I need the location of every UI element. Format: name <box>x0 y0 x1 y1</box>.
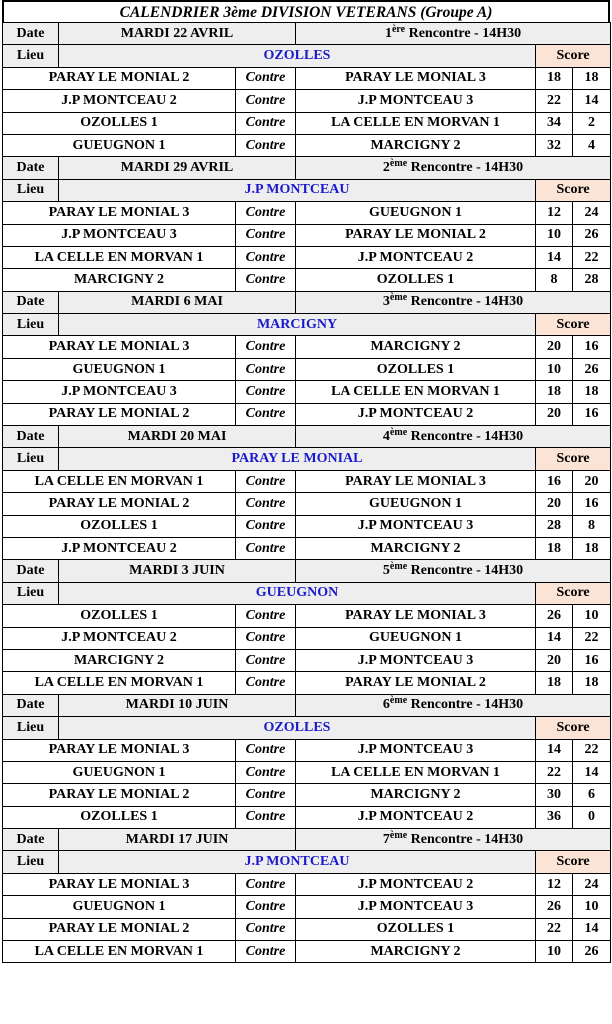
match-row <box>3 649 611 671</box>
score-header: Score <box>536 45 611 67</box>
home-score: 20 <box>536 493 573 515</box>
round-date-row <box>3 291 611 313</box>
round-date-row <box>3 829 611 851</box>
home-team: PARAY LE MONIAL 2 <box>3 918 236 940</box>
date-label: Date <box>3 694 59 716</box>
rencontre-label <box>296 829 611 851</box>
home-team: PARAY LE MONIAL 2 <box>3 67 236 89</box>
home-score: 22 <box>536 90 573 112</box>
home-team: J.P MONTCEAU 3 <box>3 381 236 403</box>
round-date-row <box>3 426 611 448</box>
away-team: MARCIGNY 2 <box>296 784 536 806</box>
home-score: 18 <box>536 67 573 89</box>
round-venue-row <box>3 448 611 470</box>
venue-name: J.P MONTCEAU <box>59 179 536 201</box>
contre-label: Contre <box>236 224 296 246</box>
match-row <box>3 896 611 918</box>
match-row <box>3 336 611 358</box>
rencontre-number: 2 <box>382 160 390 176</box>
round-date: MARDI 22 AVRIL <box>59 23 296 45</box>
match-row <box>3 269 611 291</box>
home-team: OZOLLES 1 <box>3 605 236 627</box>
rencontre-number: 1 <box>384 25 392 41</box>
contre-label: Contre <box>236 515 296 537</box>
round-venue-row <box>3 45 611 67</box>
venue-name: PARAY LE MONIAL <box>59 448 536 470</box>
date-label: Date <box>3 426 59 448</box>
home-score: 28 <box>536 515 573 537</box>
rencontre-ordinal: ème <box>389 561 408 573</box>
home-team: PARAY LE MONIAL 3 <box>3 336 236 358</box>
home-score: 16 <box>536 470 573 492</box>
rencontre-ordinal: ème <box>389 829 408 841</box>
contre-label: Contre <box>236 784 296 806</box>
score-header: Score <box>536 179 611 201</box>
home-score: 36 <box>536 806 573 828</box>
home-team: PARAY LE MONIAL 2 <box>3 403 236 425</box>
home-score: 22 <box>536 761 573 783</box>
date-label: Date <box>3 157 59 179</box>
home-team: J.P MONTCEAU 2 <box>3 537 236 559</box>
away-team: J.P MONTCEAU 3 <box>296 896 536 918</box>
away-score: 16 <box>573 493 611 515</box>
away-score: 8 <box>573 515 611 537</box>
home-score: 12 <box>536 202 573 224</box>
home-team: OZOLLES 1 <box>3 806 236 828</box>
venue-name: GUEUGNON <box>59 582 536 604</box>
match-row <box>3 761 611 783</box>
round-date: MARDI 20 MAI <box>59 426 296 448</box>
round-venue-row <box>3 179 611 201</box>
match-row <box>3 739 611 761</box>
away-team: J.P MONTCEAU 2 <box>296 806 536 828</box>
contre-label: Contre <box>236 918 296 940</box>
round-venue-row <box>3 582 611 604</box>
away-team: J.P MONTCEAU 2 <box>296 246 536 268</box>
away-score: 22 <box>573 627 611 649</box>
contre-label: Contre <box>236 537 296 559</box>
rencontre-label <box>296 694 611 716</box>
away-team: MARCIGNY 2 <box>296 336 536 358</box>
home-team: MARCIGNY 2 <box>3 269 236 291</box>
away-team: PARAY LE MONIAL 3 <box>296 67 536 89</box>
home-score: 18 <box>536 537 573 559</box>
away-score: 14 <box>573 918 611 940</box>
home-score: 30 <box>536 784 573 806</box>
lieu-label: Lieu <box>3 582 59 604</box>
match-row <box>3 381 611 403</box>
match-row <box>3 515 611 537</box>
home-score: 20 <box>536 649 573 671</box>
match-row <box>3 358 611 380</box>
score-header: Score <box>536 448 611 470</box>
lieu-label: Lieu <box>3 717 59 739</box>
date-label: Date <box>3 23 59 45</box>
schedule-table <box>2 22 611 963</box>
away-score: 6 <box>573 784 611 806</box>
contre-label: Contre <box>236 873 296 895</box>
schedule-body <box>3 23 611 963</box>
match-row <box>3 806 611 828</box>
contre-label: Contre <box>236 896 296 918</box>
rencontre-time: Rencontre - 14H30 <box>407 563 524 579</box>
away-team: J.P MONTCEAU 2 <box>296 873 536 895</box>
match-row <box>3 672 611 694</box>
rencontre-time: Rencontre - 14H30 <box>407 160 524 176</box>
contre-label: Contre <box>236 761 296 783</box>
away-score: 22 <box>573 246 611 268</box>
away-team: LA CELLE EN MORVAN 1 <box>296 112 536 134</box>
contre-label: Contre <box>236 941 296 963</box>
home-team: LA CELLE EN MORVAN 1 <box>3 470 236 492</box>
home-score: 32 <box>536 134 573 156</box>
home-team: MARCIGNY 2 <box>3 649 236 671</box>
home-score: 20 <box>536 336 573 358</box>
home-score: 14 <box>536 739 573 761</box>
round-venue-row <box>3 851 611 873</box>
away-team: OZOLLES 1 <box>296 269 536 291</box>
home-score: 14 <box>536 246 573 268</box>
away-team: J.P MONTCEAU 3 <box>296 90 536 112</box>
contre-label: Contre <box>236 493 296 515</box>
home-score: 34 <box>536 112 573 134</box>
round-date-row <box>3 560 611 582</box>
home-team: OZOLLES 1 <box>3 112 236 134</box>
rencontre-ordinal: ème <box>389 158 408 170</box>
home-score: 10 <box>536 358 573 380</box>
away-score: 18 <box>573 67 611 89</box>
date-label: Date <box>3 829 59 851</box>
home-score: 26 <box>536 605 573 627</box>
round-date-row <box>3 157 611 179</box>
contre-label: Contre <box>236 649 296 671</box>
away-score: 16 <box>573 649 611 671</box>
contre-label: Contre <box>236 269 296 291</box>
round-date-row <box>3 694 611 716</box>
venue-name: MARCIGNY <box>59 314 536 336</box>
contre-label: Contre <box>236 67 296 89</box>
round-date: MARDI 29 AVRIL <box>59 157 296 179</box>
score-header: Score <box>536 851 611 873</box>
away-team: PARAY LE MONIAL 2 <box>296 672 536 694</box>
rencontre-label <box>296 426 611 448</box>
home-score: 14 <box>536 627 573 649</box>
home-team: GUEUGNON 1 <box>3 896 236 918</box>
venue-name: OZOLLES <box>59 45 536 67</box>
away-score: 4 <box>573 134 611 156</box>
match-row <box>3 246 611 268</box>
away-team: GUEUGNON 1 <box>296 627 536 649</box>
contre-label: Contre <box>236 381 296 403</box>
rencontre-label <box>296 23 611 45</box>
contre-label: Contre <box>236 202 296 224</box>
round-date: MARDI 3 JUIN <box>59 560 296 582</box>
lieu-label: Lieu <box>3 448 59 470</box>
contre-label: Contre <box>236 134 296 156</box>
match-row <box>3 67 611 89</box>
contre-label: Contre <box>236 112 296 134</box>
match-row <box>3 90 611 112</box>
match-row <box>3 537 611 559</box>
contre-label: Contre <box>236 806 296 828</box>
match-row <box>3 202 611 224</box>
away-score: 16 <box>573 403 611 425</box>
home-team: LA CELLE EN MORVAN 1 <box>3 672 236 694</box>
home-team: GUEUGNON 1 <box>3 761 236 783</box>
away-score: 18 <box>573 537 611 559</box>
away-team: J.P MONTCEAU 3 <box>296 649 536 671</box>
rencontre-ordinal: ère <box>391 23 406 35</box>
round-venue-row <box>3 717 611 739</box>
match-row <box>3 784 611 806</box>
date-label: Date <box>3 560 59 582</box>
away-score: 16 <box>573 336 611 358</box>
away-score: 24 <box>573 873 611 895</box>
match-row <box>3 403 611 425</box>
away-score: 18 <box>573 672 611 694</box>
home-team: LA CELLE EN MORVAN 1 <box>3 246 236 268</box>
round-date: MARDI 6 MAI <box>59 291 296 313</box>
contre-label: Contre <box>236 739 296 761</box>
away-score: 10 <box>573 896 611 918</box>
rencontre-ordinal: ème <box>389 426 408 438</box>
home-score: 12 <box>536 873 573 895</box>
away-team: PARAY LE MONIAL 2 <box>296 224 536 246</box>
away-team: J.P MONTCEAU 3 <box>296 739 536 761</box>
away-team: MARCIGNY 2 <box>296 134 536 156</box>
away-team: GUEUGNON 1 <box>296 202 536 224</box>
match-row <box>3 112 611 134</box>
away-score: 26 <box>573 358 611 380</box>
contre-label: Contre <box>236 403 296 425</box>
home-team: J.P MONTCEAU 3 <box>3 224 236 246</box>
rencontre-ordinal: ème <box>389 292 408 304</box>
venue-name: OZOLLES <box>59 717 536 739</box>
contre-label: Contre <box>236 627 296 649</box>
away-team: OZOLLES 1 <box>296 918 536 940</box>
away-score: 0 <box>573 806 611 828</box>
home-score: 22 <box>536 918 573 940</box>
home-team: J.P MONTCEAU 2 <box>3 627 236 649</box>
lieu-label: Lieu <box>3 851 59 873</box>
home-score: 18 <box>536 672 573 694</box>
score-header: Score <box>536 717 611 739</box>
home-score: 10 <box>536 941 573 963</box>
match-row <box>3 470 611 492</box>
score-header: Score <box>536 314 611 336</box>
away-score: 26 <box>573 224 611 246</box>
away-score: 18 <box>573 381 611 403</box>
round-venue-row <box>3 314 611 336</box>
away-score: 14 <box>573 90 611 112</box>
away-score: 26 <box>573 941 611 963</box>
rencontre-time: Rencontre - 14H30 <box>407 294 524 310</box>
rencontre-ordinal: ème <box>389 695 408 707</box>
date-label: Date <box>3 291 59 313</box>
away-team: MARCIGNY 2 <box>296 941 536 963</box>
home-score: 10 <box>536 224 573 246</box>
contre-label: Contre <box>236 90 296 112</box>
away-score: 10 <box>573 605 611 627</box>
away-score: 20 <box>573 470 611 492</box>
rencontre-number: 3 <box>382 294 390 310</box>
home-score: 20 <box>536 403 573 425</box>
home-team: PARAY LE MONIAL 3 <box>3 202 236 224</box>
home-team: GUEUGNON 1 <box>3 358 236 380</box>
home-team: J.P MONTCEAU 2 <box>3 90 236 112</box>
round-date: MARDI 17 JUIN <box>59 829 296 851</box>
rencontre-time: Rencontre - 14H30 <box>405 25 522 41</box>
home-score: 8 <box>536 269 573 291</box>
home-team: GUEUGNON 1 <box>3 134 236 156</box>
rencontre-label <box>296 157 611 179</box>
venue-name: J.P MONTCEAU <box>59 851 536 873</box>
round-date-row <box>3 23 611 45</box>
home-team: OZOLLES 1 <box>3 515 236 537</box>
match-row <box>3 627 611 649</box>
match-row <box>3 918 611 940</box>
away-team: MARCIGNY 2 <box>296 537 536 559</box>
away-team: GUEUGNON 1 <box>296 493 536 515</box>
rencontre-time: Rencontre - 14H30 <box>407 697 524 713</box>
rencontre-label <box>296 560 611 582</box>
contre-label: Contre <box>236 605 296 627</box>
match-row <box>3 134 611 156</box>
away-team: PARAY LE MONIAL 3 <box>296 605 536 627</box>
home-team: PARAY LE MONIAL 3 <box>3 739 236 761</box>
away-team: J.P MONTCEAU 3 <box>296 515 536 537</box>
home-score: 26 <box>536 896 573 918</box>
away-score: 14 <box>573 761 611 783</box>
away-score: 24 <box>573 202 611 224</box>
contre-label: Contre <box>236 246 296 268</box>
match-row <box>3 493 611 515</box>
rencontre-label <box>296 291 611 313</box>
contre-label: Contre <box>236 672 296 694</box>
contre-label: Contre <box>236 470 296 492</box>
lieu-label: Lieu <box>3 45 59 67</box>
match-row <box>3 605 611 627</box>
round-date: MARDI 10 JUIN <box>59 694 296 716</box>
home-team: PARAY LE MONIAL 2 <box>3 784 236 806</box>
away-score: 2 <box>573 112 611 134</box>
away-score: 22 <box>573 739 611 761</box>
contre-label: Contre <box>236 358 296 380</box>
match-row <box>3 941 611 963</box>
contre-label: Contre <box>236 336 296 358</box>
page-title: CALENDRIER 3ème DIVISION VETERANS (Groupe A) <box>2 0 610 22</box>
away-team: J.P MONTCEAU 2 <box>296 403 536 425</box>
away-team: LA CELLE EN MORVAN 1 <box>296 761 536 783</box>
rencontre-number: 4 <box>382 428 390 444</box>
match-row <box>3 224 611 246</box>
home-team: LA CELLE EN MORVAN 1 <box>3 941 236 963</box>
match-row <box>3 873 611 895</box>
home-team: PARAY LE MONIAL 3 <box>3 873 236 895</box>
away-team: PARAY LE MONIAL 3 <box>296 470 536 492</box>
lieu-label: Lieu <box>3 179 59 201</box>
home-score: 18 <box>536 381 573 403</box>
rencontre-time: Rencontre - 14H30 <box>407 428 524 444</box>
rencontre-number: 7 <box>382 831 390 847</box>
score-header: Score <box>536 582 611 604</box>
away-team: LA CELLE EN MORVAN 1 <box>296 381 536 403</box>
rencontre-number: 6 <box>382 697 390 713</box>
home-team: PARAY LE MONIAL 2 <box>3 493 236 515</box>
away-team: OZOLLES 1 <box>296 358 536 380</box>
rencontre-time: Rencontre - 14H30 <box>407 831 524 847</box>
away-score: 28 <box>573 269 611 291</box>
lieu-label: Lieu <box>3 314 59 336</box>
rencontre-number: 5 <box>382 563 390 579</box>
